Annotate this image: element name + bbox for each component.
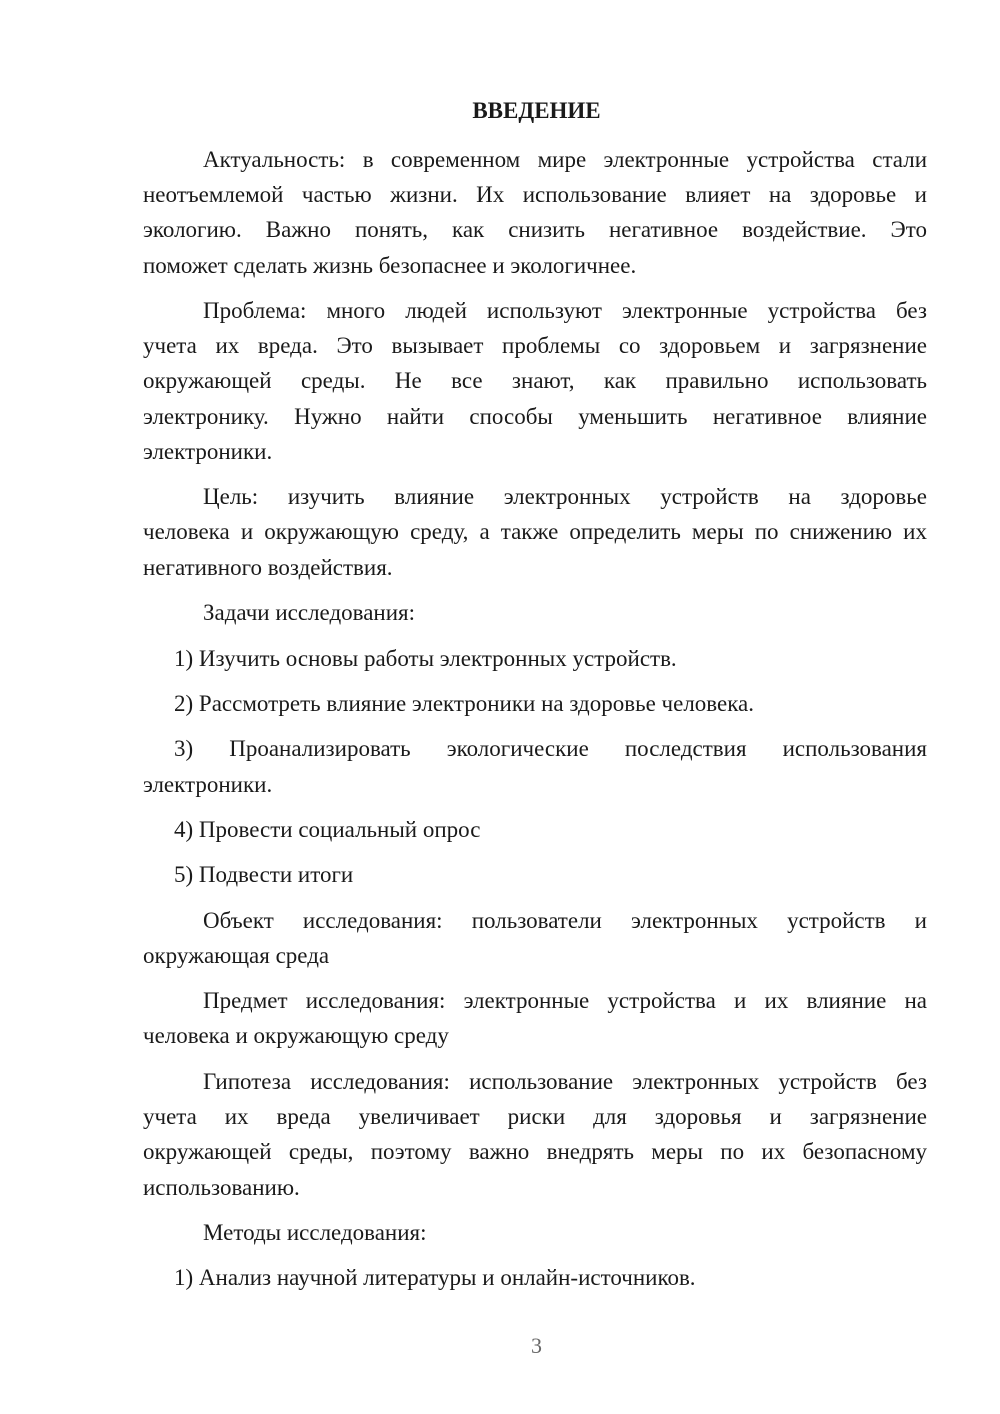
problem-line-2: учета их вреда. Это вызывает проблемы со здоровьем и загрязнение: [143, 333, 927, 358]
task-item-5: 5) Подвести итоги: [174, 862, 354, 887]
subject-line-2: человека и окружающую среду: [143, 1023, 449, 1048]
task-item-3-line-1: 3) Проанализировать экологические последствия использования: [174, 736, 927, 761]
hypothesis-line-4: использованию.: [143, 1175, 300, 1200]
problem-line-4: электронику. Нужно найти способы уменьшить негативное влияние: [143, 404, 927, 429]
object-line-2: окружающая среда: [143, 943, 330, 968]
task-item-4: 4) Провести социальный опрос: [174, 817, 481, 842]
task-item-3-line-2: электроники.: [143, 772, 273, 797]
tasks-heading: Задачи исследования:: [203, 600, 416, 625]
method-item-1: 1) Анализ научной литературы и онлайн-источников.: [174, 1265, 696, 1290]
page-title: ВВЕДЕНИЕ: [472, 98, 601, 123]
problem-line-3: окружающей среды. Не все знают, как правильно использовать: [143, 368, 927, 393]
task-item-1: 1) Изучить основы работы электронных устройств.: [174, 646, 677, 671]
goal-line-3: негативного воздействия.: [143, 555, 393, 580]
relevance-line-1: Актуальность: в современном мире электронные устройства стали: [203, 147, 927, 172]
relevance-line-4: поможет сделать жизнь безопаснее и экологичнее.: [143, 253, 637, 278]
page-number: 3: [531, 1333, 542, 1358]
hypothesis-line-2: учета их вреда увеличивает риски для здоровья и загрязнение: [143, 1104, 927, 1129]
object-line-1: Объект исследования: пользователи электронных устройств и: [203, 908, 927, 933]
goal-line-1: Цель: изучить влияние электронных устройств на здоровье: [203, 484, 927, 509]
problem-line-5: электроники.: [143, 439, 273, 464]
relevance-line-3: экологию. Важно понять, как снизить негативное воздействие. Это: [143, 217, 927, 242]
hypothesis-line-3: окружающей среды, поэтому важно внедрять меры по их безопасному: [143, 1139, 927, 1164]
methods-heading: Методы исследования:: [203, 1220, 427, 1245]
task-item-2: 2) Рассмотреть влияние электроники на здоровье человека.: [174, 691, 755, 716]
hypothesis-line-1: Гипотеза исследования: использование электронных устройств без: [203, 1069, 927, 1094]
subject-line-1: Предмет исследования: электронные устройства и их влияние на: [203, 988, 927, 1013]
goal-line-2: человека и окружающую среду, а также определить меры по снижению их: [143, 519, 927, 544]
relevance-line-2: неотъемлемой частью жизни. Их использование влияет на здоровье и: [143, 182, 927, 207]
problem-line-1: Проблема: много людей используют электронные устройства без: [203, 298, 927, 323]
